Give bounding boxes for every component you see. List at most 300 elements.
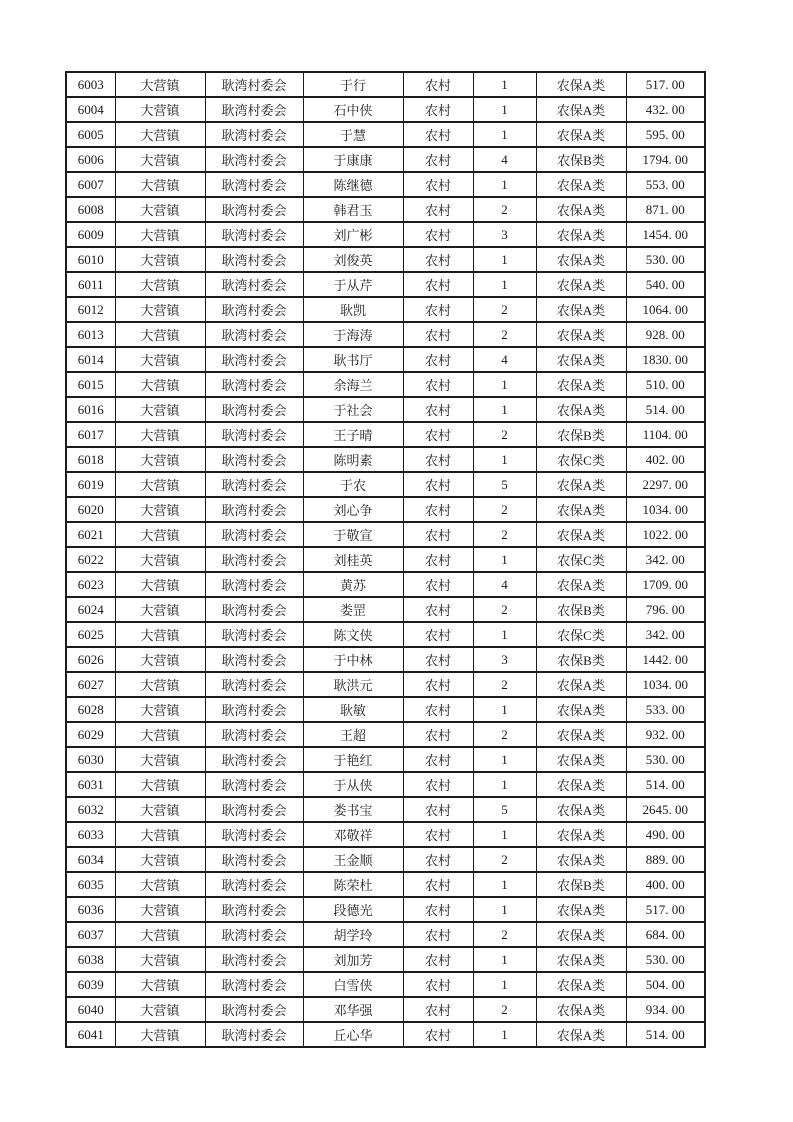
cell-amount: 517. 00 bbox=[626, 897, 705, 922]
cell-serial-number: 6003 bbox=[66, 72, 115, 97]
cell-person-name: 于康康 bbox=[303, 147, 403, 172]
cell-person-name: 于从侠 bbox=[303, 772, 403, 797]
cell-amount: 796. 00 bbox=[626, 597, 705, 622]
cell-household-type: 农村 bbox=[403, 422, 473, 447]
cell-town: 大营镇 bbox=[115, 97, 205, 122]
cell-amount: 889. 00 bbox=[626, 847, 705, 872]
cell-person-name: 刘加芳 bbox=[303, 947, 403, 972]
cell-person-name: 陈荣杜 bbox=[303, 872, 403, 897]
cell-serial-number: 6030 bbox=[66, 747, 115, 772]
cell-village-committee: 耿湾村委会 bbox=[205, 72, 303, 97]
cell-town: 大营镇 bbox=[115, 722, 205, 747]
cell-village-committee: 耿湾村委会 bbox=[205, 897, 303, 922]
cell-person-name: 陈明素 bbox=[303, 447, 403, 472]
cell-person-count: 1 bbox=[473, 122, 536, 147]
cell-serial-number: 6011 bbox=[66, 272, 115, 297]
cell-village-committee: 耿湾村委会 bbox=[205, 597, 303, 622]
cell-household-type: 农村 bbox=[403, 172, 473, 197]
cell-town: 大营镇 bbox=[115, 872, 205, 897]
cell-household-type: 农村 bbox=[403, 947, 473, 972]
cell-household-type: 农村 bbox=[403, 222, 473, 247]
cell-person-count: 1 bbox=[473, 372, 536, 397]
cell-village-committee: 耿湾村委会 bbox=[205, 497, 303, 522]
cell-household-type: 农村 bbox=[403, 147, 473, 172]
table-row bbox=[66, 72, 705, 97]
cell-person-name: 于行 bbox=[303, 72, 403, 97]
cell-person-name: 耿洪元 bbox=[303, 672, 403, 697]
cell-amount: 928. 00 bbox=[626, 322, 705, 347]
cell-person-count: 1 bbox=[473, 72, 536, 97]
cell-person-name: 刘俊英 bbox=[303, 247, 403, 272]
cell-village-committee: 耿湾村委会 bbox=[205, 347, 303, 372]
cell-person-count: 2 bbox=[473, 497, 536, 522]
cell-village-committee: 耿湾村委会 bbox=[205, 447, 303, 472]
cell-amount: 871. 00 bbox=[626, 197, 705, 222]
cell-household-type: 农村 bbox=[403, 597, 473, 622]
cell-amount: 514. 00 bbox=[626, 1022, 705, 1047]
cell-village-committee: 耿湾村委会 bbox=[205, 697, 303, 722]
cell-person-count: 2 bbox=[473, 297, 536, 322]
table-row bbox=[66, 447, 705, 472]
cell-person-count: 2 bbox=[473, 672, 536, 697]
cell-serial-number: 6020 bbox=[66, 497, 115, 522]
cell-person-count: 1 bbox=[473, 872, 536, 897]
cell-person-count: 5 bbox=[473, 797, 536, 822]
cell-household-type: 农村 bbox=[403, 1022, 473, 1047]
cell-person-name: 刘桂英 bbox=[303, 547, 403, 572]
cell-person-count: 5 bbox=[473, 472, 536, 497]
cell-town: 大营镇 bbox=[115, 697, 205, 722]
cell-town: 大营镇 bbox=[115, 447, 205, 472]
cell-insurance-class: 农保A类 bbox=[536, 722, 626, 747]
cell-serial-number: 6015 bbox=[66, 372, 115, 397]
cell-town: 大营镇 bbox=[115, 397, 205, 422]
cell-amount: 504. 00 bbox=[626, 972, 705, 997]
table-row bbox=[66, 522, 705, 547]
cell-village-committee: 耿湾村委会 bbox=[205, 122, 303, 147]
cell-town: 大营镇 bbox=[115, 297, 205, 322]
cell-town: 大营镇 bbox=[115, 672, 205, 697]
table-row bbox=[66, 922, 705, 947]
cell-town: 大营镇 bbox=[115, 797, 205, 822]
cell-person-name: 娄书宝 bbox=[303, 797, 403, 822]
cell-village-committee: 耿湾村委会 bbox=[205, 147, 303, 172]
cell-amount: 342. 00 bbox=[626, 547, 705, 572]
table-row bbox=[66, 1022, 705, 1047]
cell-insurance-class: 农保C类 bbox=[536, 447, 626, 472]
cell-insurance-class: 农保A类 bbox=[536, 397, 626, 422]
cell-person-name: 王子晴 bbox=[303, 422, 403, 447]
cell-insurance-class: 农保A类 bbox=[536, 1022, 626, 1047]
cell-person-count: 1 bbox=[473, 897, 536, 922]
cell-person-name: 耿书厅 bbox=[303, 347, 403, 372]
table-row bbox=[66, 122, 705, 147]
cell-serial-number: 6004 bbox=[66, 97, 115, 122]
cell-serial-number: 6037 bbox=[66, 922, 115, 947]
cell-village-committee: 耿湾村委会 bbox=[205, 547, 303, 572]
cell-town: 大营镇 bbox=[115, 347, 205, 372]
cell-amount: 1022. 00 bbox=[626, 522, 705, 547]
cell-serial-number: 6010 bbox=[66, 247, 115, 272]
cell-village-committee: 耿湾村委会 bbox=[205, 822, 303, 847]
table-row bbox=[66, 397, 705, 422]
cell-person-count: 2 bbox=[473, 197, 536, 222]
cell-household-type: 农村 bbox=[403, 697, 473, 722]
cell-serial-number: 6034 bbox=[66, 847, 115, 872]
cell-household-type: 农村 bbox=[403, 522, 473, 547]
cell-village-committee: 耿湾村委会 bbox=[205, 972, 303, 997]
cell-person-name: 丘心华 bbox=[303, 1022, 403, 1047]
cell-town: 大营镇 bbox=[115, 497, 205, 522]
table-row bbox=[66, 972, 705, 997]
cell-serial-number: 6027 bbox=[66, 672, 115, 697]
cell-household-type: 农村 bbox=[403, 672, 473, 697]
cell-town: 大营镇 bbox=[115, 622, 205, 647]
cell-village-committee: 耿湾村委会 bbox=[205, 97, 303, 122]
cell-person-name: 耿敏 bbox=[303, 697, 403, 722]
table-row bbox=[66, 997, 705, 1022]
cell-town: 大营镇 bbox=[115, 572, 205, 597]
cell-person-count: 1 bbox=[473, 547, 536, 572]
cell-person-name: 陈文侠 bbox=[303, 622, 403, 647]
table-row bbox=[66, 147, 705, 172]
cell-village-committee: 耿湾村委会 bbox=[205, 272, 303, 297]
cell-insurance-class: 农保A类 bbox=[536, 972, 626, 997]
cell-village-committee: 耿湾村委会 bbox=[205, 872, 303, 897]
cell-household-type: 农村 bbox=[403, 572, 473, 597]
cell-household-type: 农村 bbox=[403, 797, 473, 822]
cell-insurance-class: 农保B类 bbox=[536, 872, 626, 897]
cell-insurance-class: 农保A类 bbox=[536, 847, 626, 872]
cell-town: 大营镇 bbox=[115, 547, 205, 572]
cell-insurance-class: 农保A类 bbox=[536, 247, 626, 272]
cell-amount: 2645. 00 bbox=[626, 797, 705, 822]
cell-serial-number: 6007 bbox=[66, 172, 115, 197]
cell-person-count: 4 bbox=[473, 572, 536, 597]
table-row bbox=[66, 422, 705, 447]
cell-amount: 932. 00 bbox=[626, 722, 705, 747]
table-row bbox=[66, 222, 705, 247]
cell-town: 大营镇 bbox=[115, 472, 205, 497]
cell-person-name: 邓华强 bbox=[303, 997, 403, 1022]
cell-insurance-class: 农保A类 bbox=[536, 272, 626, 297]
cell-serial-number: 6033 bbox=[66, 822, 115, 847]
cell-serial-number: 6013 bbox=[66, 322, 115, 347]
cell-person-count: 4 bbox=[473, 147, 536, 172]
cell-village-committee: 耿湾村委会 bbox=[205, 172, 303, 197]
cell-insurance-class: 农保A类 bbox=[536, 97, 626, 122]
cell-serial-number: 6006 bbox=[66, 147, 115, 172]
cell-person-count: 1 bbox=[473, 972, 536, 997]
cell-insurance-class: 农保A类 bbox=[536, 372, 626, 397]
cell-town: 大营镇 bbox=[115, 597, 205, 622]
cell-person-count: 1 bbox=[473, 397, 536, 422]
cell-amount: 514. 00 bbox=[626, 772, 705, 797]
cell-amount: 514. 00 bbox=[626, 397, 705, 422]
cell-town: 大营镇 bbox=[115, 972, 205, 997]
cell-amount: 1830. 00 bbox=[626, 347, 705, 372]
cell-serial-number: 6026 bbox=[66, 647, 115, 672]
cell-insurance-class: 农保A类 bbox=[536, 922, 626, 947]
cell-household-type: 农村 bbox=[403, 272, 473, 297]
cell-household-type: 农村 bbox=[403, 197, 473, 222]
cell-town: 大营镇 bbox=[115, 172, 205, 197]
cell-household-type: 农村 bbox=[403, 997, 473, 1022]
cell-amount: 1794. 00 bbox=[626, 147, 705, 172]
cell-village-committee: 耿湾村委会 bbox=[205, 397, 303, 422]
cell-village-committee: 耿湾村委会 bbox=[205, 572, 303, 597]
cell-village-committee: 耿湾村委会 bbox=[205, 947, 303, 972]
table-row bbox=[66, 197, 705, 222]
cell-insurance-class: 农保A类 bbox=[536, 297, 626, 322]
cell-amount: 684. 00 bbox=[626, 922, 705, 947]
cell-village-committee: 耿湾村委会 bbox=[205, 622, 303, 647]
cell-serial-number: 6005 bbox=[66, 122, 115, 147]
cell-person-name: 黄苏 bbox=[303, 572, 403, 597]
cell-serial-number: 6024 bbox=[66, 597, 115, 622]
cell-person-count: 1 bbox=[473, 772, 536, 797]
cell-person-name: 于海涛 bbox=[303, 322, 403, 347]
cell-village-committee: 耿湾村委会 bbox=[205, 672, 303, 697]
cell-insurance-class: 农保A类 bbox=[536, 747, 626, 772]
table-row bbox=[66, 747, 705, 772]
cell-village-committee: 耿湾村委会 bbox=[205, 422, 303, 447]
table-row bbox=[66, 772, 705, 797]
cell-amount: 553. 00 bbox=[626, 172, 705, 197]
cell-serial-number: 6038 bbox=[66, 947, 115, 972]
cell-person-name: 于从芹 bbox=[303, 272, 403, 297]
cell-person-name: 于社会 bbox=[303, 397, 403, 422]
cell-insurance-class: 农保A类 bbox=[536, 697, 626, 722]
cell-person-count: 2 bbox=[473, 422, 536, 447]
cell-household-type: 农村 bbox=[403, 547, 473, 572]
cell-person-count: 1 bbox=[473, 747, 536, 772]
cell-household-type: 农村 bbox=[403, 97, 473, 122]
cell-insurance-class: 农保B类 bbox=[536, 647, 626, 672]
cell-amount: 400. 00 bbox=[626, 872, 705, 897]
cell-insurance-class: 农保C类 bbox=[536, 547, 626, 572]
cell-household-type: 农村 bbox=[403, 447, 473, 472]
cell-person-name: 石中侠 bbox=[303, 97, 403, 122]
cell-serial-number: 6017 bbox=[66, 422, 115, 447]
cell-person-name: 耿凯 bbox=[303, 297, 403, 322]
table-row bbox=[66, 547, 705, 572]
cell-amount: 342. 00 bbox=[626, 622, 705, 647]
cell-village-committee: 耿湾村委会 bbox=[205, 222, 303, 247]
cell-person-name: 于艳红 bbox=[303, 747, 403, 772]
cell-serial-number: 6023 bbox=[66, 572, 115, 597]
table-row bbox=[66, 622, 705, 647]
cell-household-type: 农村 bbox=[403, 722, 473, 747]
cell-village-committee: 耿湾村委会 bbox=[205, 472, 303, 497]
cell-household-type: 农村 bbox=[403, 872, 473, 897]
cell-insurance-class: 农保A类 bbox=[536, 72, 626, 97]
cell-amount: 517. 00 bbox=[626, 72, 705, 97]
cell-town: 大营镇 bbox=[115, 822, 205, 847]
cell-serial-number: 6035 bbox=[66, 872, 115, 897]
cell-household-type: 农村 bbox=[403, 297, 473, 322]
table-row bbox=[66, 322, 705, 347]
cell-town: 大营镇 bbox=[115, 197, 205, 222]
cell-household-type: 农村 bbox=[403, 647, 473, 672]
cell-insurance-class: 农保A类 bbox=[536, 472, 626, 497]
cell-village-committee: 耿湾村委会 bbox=[205, 847, 303, 872]
cell-insurance-class: 农保A类 bbox=[536, 572, 626, 597]
cell-person-count: 1 bbox=[473, 97, 536, 122]
cell-amount: 934. 00 bbox=[626, 997, 705, 1022]
cell-person-name: 段德光 bbox=[303, 897, 403, 922]
cell-amount: 1442. 00 bbox=[626, 647, 705, 672]
cell-household-type: 农村 bbox=[403, 247, 473, 272]
cell-town: 大营镇 bbox=[115, 922, 205, 947]
table-row bbox=[66, 822, 705, 847]
cell-insurance-class: 农保C类 bbox=[536, 622, 626, 647]
benefits-table bbox=[65, 71, 706, 1048]
cell-household-type: 农村 bbox=[403, 822, 473, 847]
benefits-table-body bbox=[66, 72, 705, 1047]
table-row bbox=[66, 497, 705, 522]
cell-village-committee: 耿湾村委会 bbox=[205, 297, 303, 322]
cell-village-committee: 耿湾村委会 bbox=[205, 372, 303, 397]
cell-person-count: 1 bbox=[473, 622, 536, 647]
cell-household-type: 农村 bbox=[403, 72, 473, 97]
cell-insurance-class: 农保A类 bbox=[536, 347, 626, 372]
cell-household-type: 农村 bbox=[403, 472, 473, 497]
cell-serial-number: 6021 bbox=[66, 522, 115, 547]
cell-serial-number: 6014 bbox=[66, 347, 115, 372]
cell-serial-number: 6039 bbox=[66, 972, 115, 997]
table-row bbox=[66, 697, 705, 722]
cell-serial-number: 6019 bbox=[66, 472, 115, 497]
cell-village-committee: 耿湾村委会 bbox=[205, 747, 303, 772]
cell-person-count: 2 bbox=[473, 322, 536, 347]
table-row bbox=[66, 597, 705, 622]
table-row bbox=[66, 572, 705, 597]
table-row bbox=[66, 297, 705, 322]
cell-village-committee: 耿湾村委会 bbox=[205, 647, 303, 672]
cell-village-committee: 耿湾村委会 bbox=[205, 197, 303, 222]
cell-insurance-class: 农保A类 bbox=[536, 522, 626, 547]
cell-person-name: 余海兰 bbox=[303, 372, 403, 397]
cell-town: 大营镇 bbox=[115, 747, 205, 772]
cell-household-type: 农村 bbox=[403, 397, 473, 422]
cell-serial-number: 6018 bbox=[66, 447, 115, 472]
table-row bbox=[66, 472, 705, 497]
cell-insurance-class: 农保A类 bbox=[536, 122, 626, 147]
cell-town: 大营镇 bbox=[115, 247, 205, 272]
table-row bbox=[66, 347, 705, 372]
cell-person-count: 3 bbox=[473, 647, 536, 672]
cell-serial-number: 6032 bbox=[66, 797, 115, 822]
table-row bbox=[66, 947, 705, 972]
cell-amount: 1454. 00 bbox=[626, 222, 705, 247]
cell-person-count: 1 bbox=[473, 247, 536, 272]
cell-person-name: 刘心争 bbox=[303, 497, 403, 522]
cell-person-count: 3 bbox=[473, 222, 536, 247]
cell-person-count: 2 bbox=[473, 597, 536, 622]
cell-serial-number: 6041 bbox=[66, 1022, 115, 1047]
cell-household-type: 农村 bbox=[403, 922, 473, 947]
cell-insurance-class: 农保B类 bbox=[536, 597, 626, 622]
cell-person-count: 2 bbox=[473, 522, 536, 547]
cell-amount: 510. 00 bbox=[626, 372, 705, 397]
cell-town: 大营镇 bbox=[115, 997, 205, 1022]
cell-amount: 530. 00 bbox=[626, 247, 705, 272]
cell-town: 大营镇 bbox=[115, 322, 205, 347]
cell-person-name: 王超 bbox=[303, 722, 403, 747]
cell-household-type: 农村 bbox=[403, 347, 473, 372]
cell-person-count: 1 bbox=[473, 172, 536, 197]
cell-person-count: 1 bbox=[473, 272, 536, 297]
cell-person-count: 2 bbox=[473, 722, 536, 747]
cell-amount: 533. 00 bbox=[626, 697, 705, 722]
cell-serial-number: 6031 bbox=[66, 772, 115, 797]
cell-insurance-class: 农保A类 bbox=[536, 197, 626, 222]
cell-amount: 595. 00 bbox=[626, 122, 705, 147]
cell-household-type: 农村 bbox=[403, 972, 473, 997]
cell-person-name: 王金顺 bbox=[303, 847, 403, 872]
cell-village-committee: 耿湾村委会 bbox=[205, 797, 303, 822]
cell-household-type: 农村 bbox=[403, 747, 473, 772]
cell-person-count: 1 bbox=[473, 822, 536, 847]
table-row bbox=[66, 372, 705, 397]
table-row bbox=[66, 172, 705, 197]
cell-serial-number: 6029 bbox=[66, 722, 115, 747]
cell-insurance-class: 农保A类 bbox=[536, 497, 626, 522]
table-row bbox=[66, 872, 705, 897]
cell-insurance-class: 农保A类 bbox=[536, 997, 626, 1022]
cell-household-type: 农村 bbox=[403, 122, 473, 147]
cell-person-name: 娄罡 bbox=[303, 597, 403, 622]
cell-amount: 1034. 00 bbox=[626, 497, 705, 522]
cell-village-committee: 耿湾村委会 bbox=[205, 322, 303, 347]
cell-insurance-class: 农保A类 bbox=[536, 772, 626, 797]
cell-town: 大营镇 bbox=[115, 897, 205, 922]
cell-insurance-class: 农保B类 bbox=[536, 422, 626, 447]
table-row bbox=[66, 847, 705, 872]
cell-amount: 530. 00 bbox=[626, 947, 705, 972]
cell-serial-number: 6040 bbox=[66, 997, 115, 1022]
cell-insurance-class: 农保A类 bbox=[536, 322, 626, 347]
cell-person-name: 于敬宣 bbox=[303, 522, 403, 547]
cell-amount: 2297. 00 bbox=[626, 472, 705, 497]
table-row bbox=[66, 897, 705, 922]
cell-person-count: 1 bbox=[473, 1022, 536, 1047]
cell-town: 大营镇 bbox=[115, 647, 205, 672]
cell-town: 大营镇 bbox=[115, 372, 205, 397]
cell-person-name: 韩君玉 bbox=[303, 197, 403, 222]
cell-household-type: 农村 bbox=[403, 372, 473, 397]
cell-person-count: 2 bbox=[473, 997, 536, 1022]
cell-town: 大营镇 bbox=[115, 847, 205, 872]
cell-person-count: 2 bbox=[473, 922, 536, 947]
cell-person-count: 1 bbox=[473, 697, 536, 722]
table-row bbox=[66, 647, 705, 672]
cell-insurance-class: 农保A类 bbox=[536, 822, 626, 847]
cell-insurance-class: 农保A类 bbox=[536, 172, 626, 197]
cell-village-committee: 耿湾村委会 bbox=[205, 722, 303, 747]
cell-village-committee: 耿湾村委会 bbox=[205, 922, 303, 947]
cell-household-type: 农村 bbox=[403, 897, 473, 922]
cell-person-name: 白雪侠 bbox=[303, 972, 403, 997]
cell-household-type: 农村 bbox=[403, 622, 473, 647]
cell-village-committee: 耿湾村委会 bbox=[205, 997, 303, 1022]
cell-person-name: 陈继德 bbox=[303, 172, 403, 197]
cell-serial-number: 6022 bbox=[66, 547, 115, 572]
cell-serial-number: 6036 bbox=[66, 897, 115, 922]
cell-town: 大营镇 bbox=[115, 522, 205, 547]
cell-amount: 540. 00 bbox=[626, 272, 705, 297]
